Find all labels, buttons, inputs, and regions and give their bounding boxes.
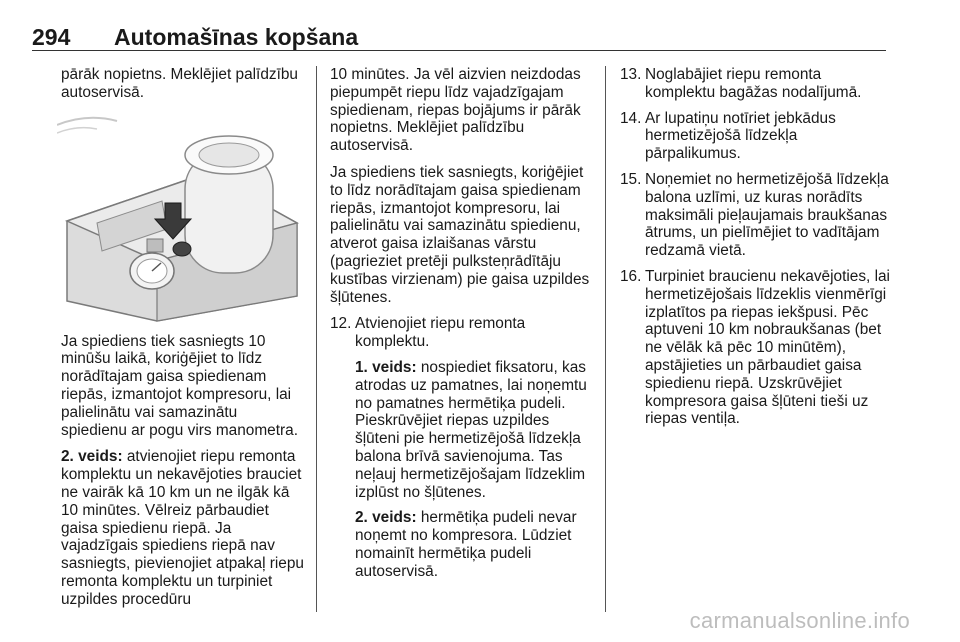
step-15 [620, 171, 890, 260]
step-16-text: Turpiniet braucienu nekavējoties, lai hermetizējošais līdzeklis vienmērīgi izplatītos pa riepas iekšpusi. Pēc aptuveni 10 km nobraukšanas (bet ne vēlāk kā pēc 10 minūtēm), apstājieties un pārbaudiet gaisa spiedienu riepā. Uzskrūvējiet kompresora gaisa šļūteni tieši uz riepas ventiļa. [645, 267, 890, 428]
column-2 [330, 66, 594, 589]
method-2-text: atvienojiet riepu remonta komplektu un nekavējoties brauciet ne vairāk kā 10 km un ne ilgāk kā 10 minūtes. Vēlreiz pārbaudiet gaisa spiedienu riepā. Ja vajadzīgais spiediens riepā nav sasniegts, pievienojiet atpakaļ riepu remonta komplektu un turpiniet uzpildes procedūru [61, 448, 304, 608]
step-16 [620, 268, 890, 428]
step-12-text: Atvienojiet riepu remonta komplektu. [355, 315, 526, 351]
page-title: Automašīnas kopšana [114, 24, 359, 50]
step-12-method-2-label: 2. veids: [355, 509, 417, 527]
step-12-method-1-label: 1. veids: [355, 358, 417, 376]
page-header [32, 18, 886, 52]
step-13-number: 13. [620, 66, 642, 83]
step-12-method-1 [355, 359, 594, 501]
page-number: 294 [32, 24, 71, 50]
column-divider-1 [316, 66, 317, 612]
col1-intro: pārāk nopietns. Meklējiet palīdzību autoservisā. [61, 66, 298, 101]
column-divider-2 [605, 66, 606, 612]
column-1 [61, 66, 307, 618]
header-rule [32, 50, 886, 51]
col1-para1: Ja spiediens tiek sasniegts 10 minūšu laikā, koriģējiet to līdz norādītajam gaisa spiedienam riepās, izmantojot kompresoru, lai palielinātu vai samazinātu spiedienu ar pogu virs manometra. [61, 332, 298, 439]
col2-cont2: Ja spiediens tiek sasniegts, koriģējiet to līdz norādītajam gaisa spiedienam riepās, izmantojot kompresoru, lai palielinātu vai samazinātu spiedienu, atverot gaisa izlaišanas vārstu (pagrieziet pretēji pulksteņrādītāju kustības virzienam) pie gaisa uzpildes šļūtenes. [330, 163, 590, 306]
step-14-number: 14. [620, 109, 642, 127]
col2-cont1: 10 minūtes. Ja vēl aizvien neizdodas piepumpēt riepu līdz vajadzīgajam spiedienam, riepas bojājums ir pārāk nopietns. Meklējiet palīdzību autoservisā. [330, 66, 581, 155]
step-15-number: 15. [620, 170, 642, 188]
step-12-method-2-text: hermētiķa pudeli nevar noņemt no kompresora. Lūdziet nomainīt hermētiķa pudeli autoservisā. [355, 509, 577, 580]
step-12-method-2 [355, 509, 594, 580]
step-12-method-1-text: nospiediet fiksatoru, kas atrodas uz pamatnes, lai noņemtu no pamatnes hermētiķa pudeli. Pieskrūvējiet riepas uzpildes šļūteni pie hermetizējošā līdzekļa balona brīvā savienojuma. Tas neļauj hermetizējošajam līdzeklim izplūst no šļūtenes. [355, 358, 587, 501]
step-16-number: 16. [620, 267, 642, 285]
step-15-text: Noņemiet no hermetizējošā līdzekļa balona uzlīmi, uz kuras norādīts maksimāli pieļaujamais braukšanas ātrums, un pielīmējiet to vadītājam redzamā vietā. [645, 170, 889, 260]
col1-para2 [61, 448, 307, 608]
step-12-number: 12. [330, 315, 352, 333]
watermark: carmanualsonline.info [689, 608, 910, 633]
step-14 [620, 110, 890, 163]
step-13-text: Noglabājiet riepu remonta komplektu bagāžas nodalījumā. [645, 66, 862, 101]
step-12 [330, 315, 594, 580]
step-13 [620, 66, 890, 102]
column-3 [620, 66, 890, 436]
step-14-text: Ar lupatiņu notīriet jebkādus hermetizējošā līdzekļa pārpalikumus. [645, 109, 836, 163]
method-2-label: 2. veids: [61, 448, 123, 466]
tyre-repair-kit-illustration [57, 111, 303, 323]
